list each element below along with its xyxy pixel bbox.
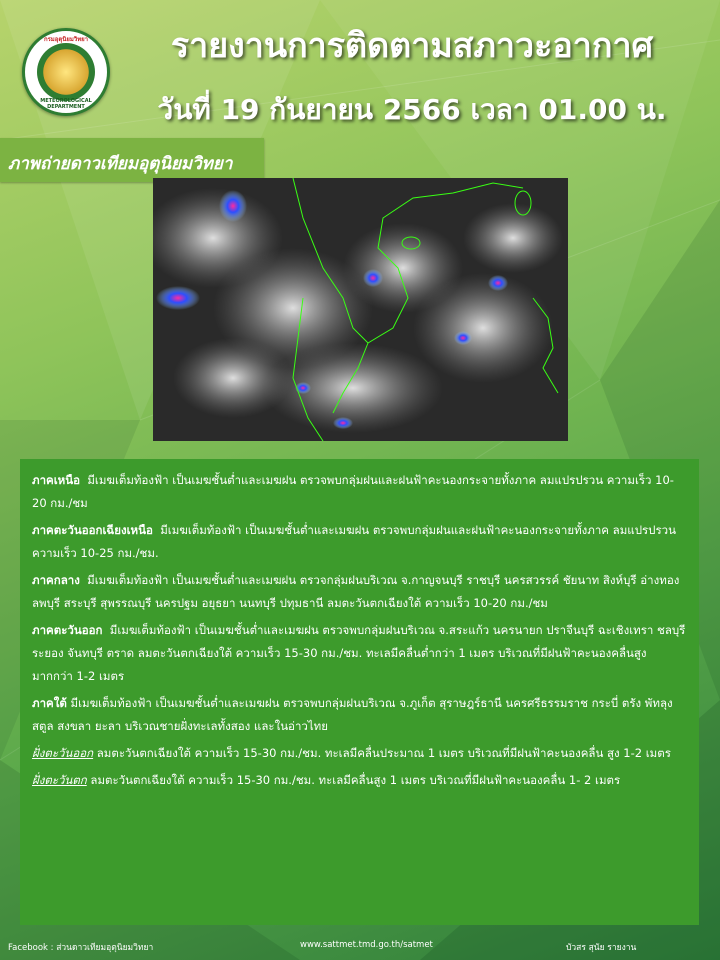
region-north-label: ภาคเหนือ <box>32 473 81 487</box>
west-coast-text: ลมตะวันตกเฉียงใต้ ความเร็ว 15-30 กม./ชม. ทะเลมีคลื่นสูง 1 เมตร บริเวณที่มีฝนฟ้าคะนองคลื่น 1- 2 เมตร <box>90 773 621 787</box>
satellite-image <box>153 178 568 441</box>
region-northeast-text: มีเมฆเต็มท้องฟ้า เป็นเมฆชั้นต่ำและเมฆฝน ตรวจพบกลุ่มฝนและฝนฟ้าคะนองกระจายทั้งภาค ลมแปรปรวน ความเร็ว 10-25 กม./ชม. <box>32 523 676 560</box>
report-northeast <box>32 519 687 565</box>
region-central-text: มีเมฆเต็มท้องฟ้า เป็นเมฆชั้นต่ำและเมฆฝน ตรวจกลุ่มฝนบริเวณ จ.กาญจนบุรี ราชบุรี นครสวรรค์ ชัยนาท สิงห์บุรี อ่างทอง ลพบุรี สระบุรี สุพรรณบุรี นครปฐม อยุธยา นนทบุรี ปทุมธานี ลมตะวันตกเฉียงใต้ ความเร็ว 10-20 กม./ชม <box>32 573 680 610</box>
region-east-label: ภาคตะวันออก <box>32 623 103 637</box>
region-north-text: มีเมฆเต็มท้องฟ้า เป็นเมฆชั้นต่ำและเมฆฝน ตรวจพบกลุ่มฝนและฝนฟ้าคะนองกระจายทั้งภาค ลมแปรปรวน ความเร็ว 10-20 กม./ชม <box>32 473 674 510</box>
report-west-coast <box>32 769 687 792</box>
east-coast-label: ฝั่งตะวันออก <box>32 746 94 760</box>
tmd-logo <box>22 28 110 116</box>
weather-report-panel <box>20 459 699 925</box>
report-east <box>32 619 687 688</box>
region-central-label: ภาคกลาง <box>32 573 80 587</box>
logo-text-bottom: METEOROLOGICAL DEPARTMENT <box>40 98 92 110</box>
logo-emblem <box>37 43 95 101</box>
logo-text-top: กรมอุตุนิยมวิทยา <box>43 36 89 43</box>
footer-website-link[interactable]: www.sattmet.tmd.go.th/satmet <box>300 940 433 950</box>
region-northeast-label: ภาคตะวันออกเฉียงเหนือ <box>32 523 153 537</box>
region-east-text: มีเมฆเต็มท้องฟ้า เป็นเมฆชั้นต่ำและเมฆฝน ตรวจพบกลุ่มฝนบริเวณ จ.สระแก้ว นครนายก ปราจีนบุรี ฉะเชิงเทรา ชลบุรี ระยอง จันทบุรี ตราด ลมตะวันตกเฉียงใต้ ความเร็ว 15-30 กม./ชม. ทะเลมีคลื่นต่ำกว่า 1 เมตร บริเวณที่มีฝนฟ้าคะนองคลื่นสูงมากกว่า 1-2 เมตร <box>32 623 686 683</box>
satellite-section-label: ภาพถ่ายดาวเทียมอุตุนิยมวิทยา <box>8 154 233 174</box>
satellite-image-graphic <box>153 178 568 441</box>
report-east-coast <box>32 742 687 765</box>
page-title: รายงานการติดตามสภาวะอากาศ <box>170 26 654 66</box>
satellite-section-tab <box>0 138 264 182</box>
west-coast-label: ฝั่งตะวันตก <box>32 773 87 787</box>
report-datetime: วันที่ 19 กันยายน 2566 เวลา 01.00 น. <box>157 93 667 126</box>
report-central <box>32 569 687 615</box>
footer-reporter: บัวสร สุนัย รายงาน <box>566 943 637 953</box>
report-north <box>32 469 687 515</box>
report-south <box>32 692 687 738</box>
region-south-text: มีเมฆเต็มท้องฟ้า เป็นเมฆชั้นต่ำและเมฆฝน ตรวจพบกลุ่มฝนบริเวณ จ.ภูเก็ต สุราษฎร์ธานี นครศรีธรรมราช กระบี่ ตรัง พัทลุง สตูล สงขลา ยะลา บริเวณชายฝั่งทะเลทั้งสอง และในอ่าวไทย <box>32 696 673 733</box>
footer-facebook[interactable]: Facebook : ส่วนดาวเทียมอุตุนิยมวิทยา <box>8 943 154 953</box>
region-south-label: ภาคใต้ <box>32 696 67 710</box>
east-coast-text: ลมตะวันตกเฉียงใต้ ความเร็ว 15-30 กม./ชม. ทะเลมีคลื่นประมาณ 1 เมตร บริเวณที่มีฝนฟ้าคะนองคลื่น สูง 1-2 เมตร <box>96 746 671 760</box>
